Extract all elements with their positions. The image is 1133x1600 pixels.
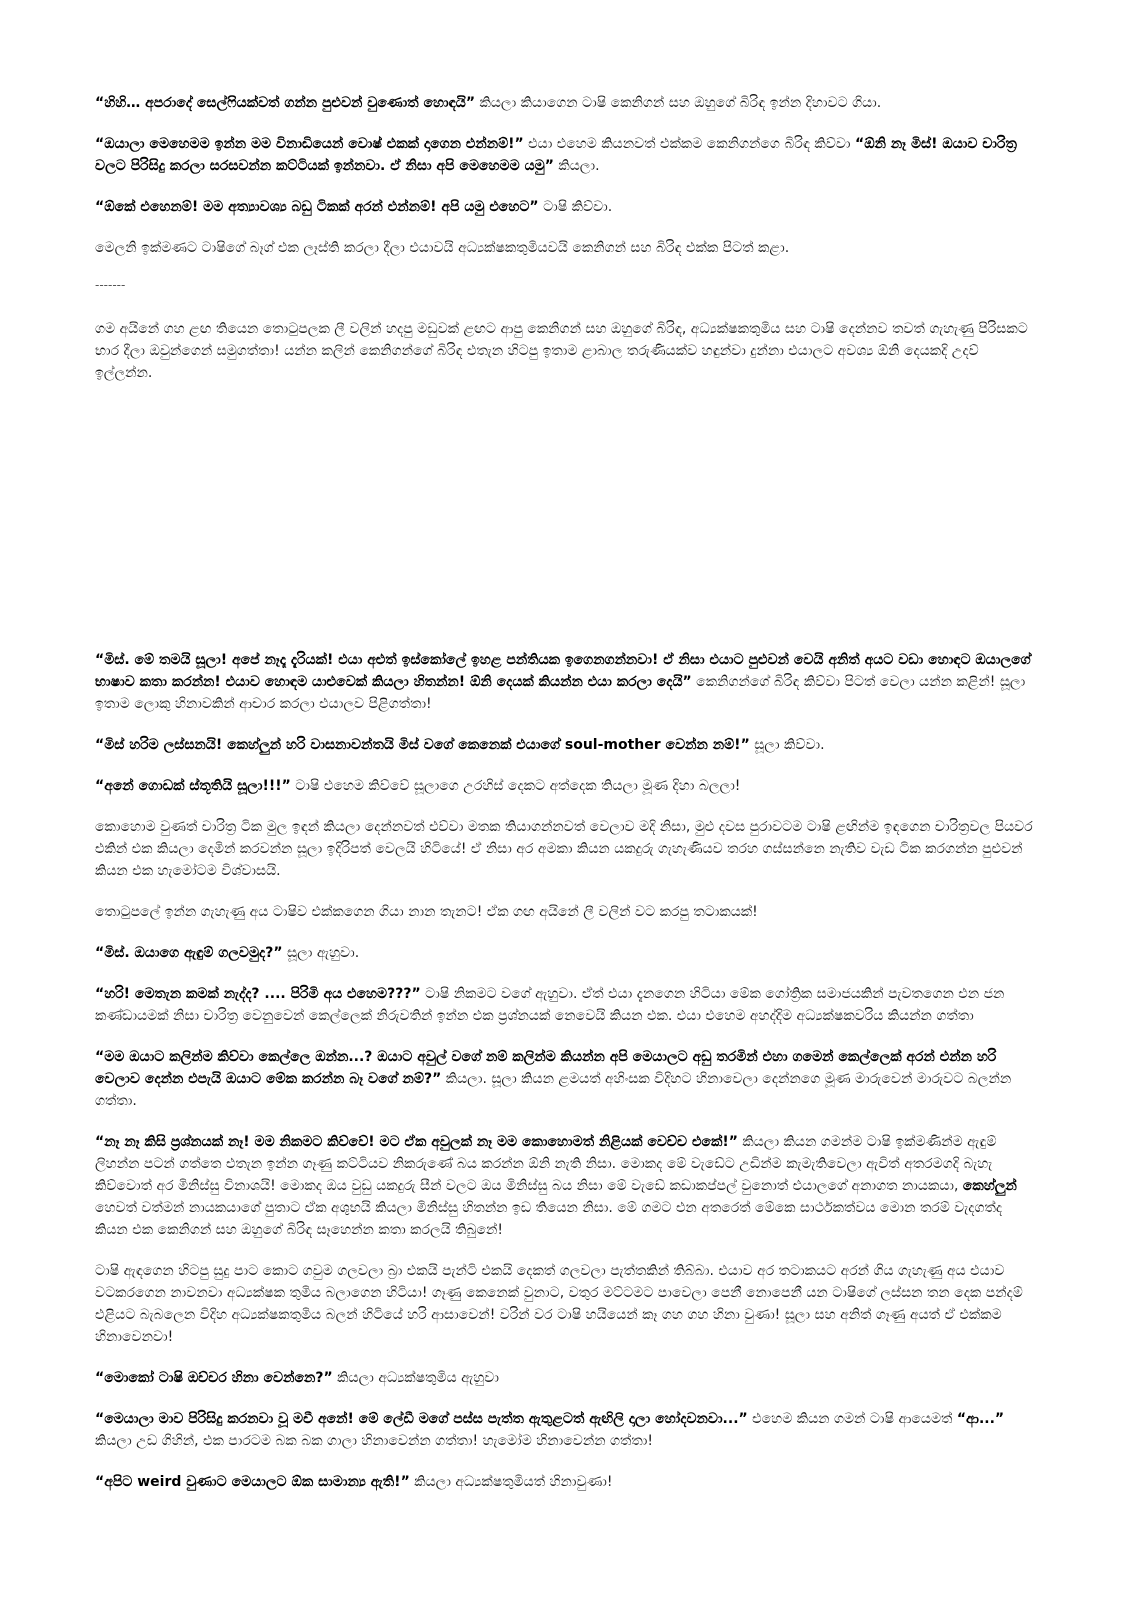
dialogue-text: “ඔයාලා මෙහෙමම ඉන්න මම විනාඩියෙන් වොෂ් එකක් දාගෙන එන්නම්!” xyxy=(95,136,524,152)
dialogue-text: කෙහ්ලුන් xyxy=(962,1178,1017,1194)
narration-text: එයා එහෙම කියනවත් එක්කම කෙනිගන්ගෙ බිරිඳ කිව්වා xyxy=(523,136,855,152)
text-block-top xyxy=(95,92,1038,259)
paragraph xyxy=(95,942,1038,964)
dialogue-text: “මෙයාලා මාව පිරිසිදු කරනවා වූ මචී අනේ! මේ ලේඩී මගේ පස්ස පැත්ත ඇතුළටත් ඇඟිලි දාලා හෝදවනවා...” xyxy=(95,1411,748,1427)
narration-text: කියලා කියාගෙන ටාෂි කෙනිගන් සහ ඔහුගේ බිරිඳ ඉන්න දිහාවට ගියා. xyxy=(475,95,882,111)
paragraph xyxy=(95,196,1038,218)
narration-text: ටාෂි එහෙම කිව්වේ සූලාගෙ උරහිස් දෙකට අත්දෙක තියලා මූණ දිහා බලලා! xyxy=(290,778,741,794)
narration-text: කොහොම වුණත් චාරිත්‍ර ටික මුල ඉඳන් කියලා දෙන්නවත් එව්වා මතක තියාගන්නවත් වෙලාව මදි නිසා, මුළු දවස පුරාවටම ටාෂි ළඟින්ම ඉඳගෙන චාරිත්‍රවල පියවර එකින් එක කියලා දෙමින් කරවන්න සූලා ඉදිරිපත් වෙලයි හිටියේ! ඒ නිසා අර අමකා කියන යකදුරු ගැහැණියව තරහ ගස්සන්නෙ නැතිව වැඩ ටික කරගන්න පුළුවන් කියන එක හැමෝටම විශ්වාසයි. xyxy=(95,819,1033,879)
paragraph xyxy=(95,816,1038,882)
narration-text: ටාෂි නිකමට වගේ ඇහුවා. ඒත් එයා දැනගෙන හිටියා මේක ගෝත්‍රික සමාජයකින් පැවතගෙන එන ජන කණ්ඩායමක් නිසා චාරිත්‍ර වෙනුවෙන් කෙල්ලෙක් නිරුවතින් ඉන්න එක ප්‍රශ්නයක් නෙවෙයි කියන එක. එයා එහෙම අහද්දිම අධ්‍යක්ෂකවරිය කියන්න ගත්තා xyxy=(95,986,1005,1024)
dialogue-text: “ඕකේ එහෙනම්! මම අත්‍යාවශ්‍ය බඩු ටිකක් අරන් එන්නම්! අපි යමු එහෙට” xyxy=(95,199,539,215)
dialogue-text: “අනේ ගොඩක් ස්තූතියි සූලා!!!” xyxy=(95,778,291,794)
section-divider: ------- xyxy=(95,278,126,292)
document-page xyxy=(95,92,1038,1512)
paragraph xyxy=(95,775,1038,797)
dialogue-text: “හිහි… අපරාදේ සෙල්ෆියක්වත් ගන්න පුළුවන් වුණොත් හොඳයි” xyxy=(95,95,476,111)
narration-text: හෙවත් වත්මන් නායකයාගේ පුතාට ඒක අශුභයි කියලා මිනිස්සු හිතන්න ඉඩ තියෙන නිසා. මේ ගමට එන අතරෙත් මේකෙ සාර්ථකත්වය මොන තරම් වැදගත්ද කියන එක කෙනිගන් සහ ඔහුගේ බිරිඳ සෑහෙන්න කතා කරලයි තිබුනේ! xyxy=(95,1200,1003,1238)
narration-text: කියලා කියන ගමන්ම ටාෂි ඉක්මණින්ම ඇඳුම් ලිහන්න පටන් ගත්තෙ එතැන ඉන්න ගෑණු කට්ටියව නිකරුණේ බය කරන්න ඕනි නැති නිසා. මොකද මේ වැඩේට උඩින්ම කැමැතිවෙලා ඇවිත් අතරමගදි බැහැ කිව්වොත් අර මිනිස්සු විනාශයි! මොකද ඔය වුඩු යකදුරු සීන් වලට ඔය මිනිස්සු බය නිසා මේ වැඩේ කඩාකප්පල් වුනොත් එයාලගේ අනාගත නායකයා, xyxy=(95,1134,997,1194)
dialogue-text: “ආ...” xyxy=(956,1411,1005,1427)
paragraph xyxy=(95,1471,1038,1493)
narration-text: මෙලනි ඉක්මණට ටාෂිගේ බෑග් එක ලෑස්ති කරලා දීලා එයාවයි අධ්‍යක්ෂකතුමියවයි කෙනිගන් සහ බිරිඳ එක්ක පිටත් කළා. xyxy=(95,240,790,256)
narration-text: කියලා. සූලා කියන ළමයත් අහිංසක විදිහට හිනාවෙලා දෙන්නගෙ මූණ මාරුවෙන් මාරුවට බලන්න ගත්තා. xyxy=(95,1071,1012,1109)
paragraph xyxy=(95,237,1038,259)
paragraph xyxy=(95,901,1038,923)
narration-text: කියලා අධ්‍යක්ෂතුමිය ඇහුවා xyxy=(332,1370,499,1386)
paragraph xyxy=(95,92,1038,114)
paragraph xyxy=(95,1260,1038,1348)
text-block-bottom xyxy=(95,649,1038,1493)
text-block-middle xyxy=(95,318,1038,384)
blank-space xyxy=(95,403,1038,649)
paragraph xyxy=(95,1408,1038,1452)
dialogue-text: “හරි! මෙතැන කමක් නැද්ද? .... පිරිමි අය එහෙම???” xyxy=(95,986,421,1002)
narration-text: කෙනිගන්ගේ බිරිඳ කිව්වා පිටත් වෙලා යන්න කළින්! සූලා ඉතාම ලොකු හිනාවකින් ආචාර කරලා එයාලව පිළිගත්තා! xyxy=(95,674,1026,712)
narration-text: කියලා. xyxy=(553,158,600,174)
dialogue-text: “මම ඔයාට කලින්ම කිව්වා කෙල්ලෙ ඔන්න...? ඔයාට අවුල් වගේ නම් කලින්ම කියන්න අපි මෙයාලට අඩු තරමින් එහා ගමෙන් කෙල්ලෙක් අරන් එන්න හරි වෙලාව දෙන්න එපැයි ඔයාට මේක කරන්න බෑ වගේ නම්?” xyxy=(95,1049,997,1087)
narration-text: එහෙම කියන ගමන් ටාෂි ආයෙමත් xyxy=(747,1411,957,1427)
paragraph xyxy=(95,649,1038,715)
dialogue-text: “නෑ නෑ කිසි ප්‍රශ්නයක් නෑ! මම නිකමට කිව්වේ! මට ඒක අවුලක් නෑ මම කොහොමත් නිළියක් වෙච්ච එකේ!” xyxy=(95,1134,738,1150)
narration-text: ටාෂි කිව්වා. xyxy=(538,199,613,215)
dialogue-text: “අපිට weird වුණාට මෙයාලට ඕක සාමාන්‍ය ඇති!” xyxy=(95,1474,410,1490)
dialogue-text: “ඕනි නෑ මිස්! ඔයාව චාරිත්‍ර වලට පිරිසිදු කරලා සරසවන්න කට්ටියක් ඉන්නවා. ඒ නිසා අපි මෙහෙමම යමු” xyxy=(95,136,1017,174)
paragraph xyxy=(95,1367,1038,1389)
dialogue-text: “මිස්. ඔයාගෙ ඇඳුම් ගලවමුද?” xyxy=(95,945,283,961)
narration-text: ගම අයිනේ ගහ ළඟ තියෙන තොටුපලක ලී වලින් හදපු මඩුවක් ළඟට ආපු කෙනිගන් සහ ඔහුගේ බිරිඳ, අධ්‍යක්ෂකතුමිය සහ ටාෂි දෙන්නව තවත් ගැහැණු පිරිසකට භාර දීලා ඔවුන්ගෙන් සමුගත්තා! යන්න කලින් කෙනිගන්ගේ බිරිඳ එතැන හිටපු ඉතාම ළාබාල තරුණියක්ව හඳුන්වා දුන්නා එයාලට අවශ්‍ය ඕනි දෙයකදි උදව් ඉල්ලන්න. xyxy=(95,321,1028,381)
paragraph xyxy=(95,983,1038,1027)
paragraph xyxy=(95,1046,1038,1112)
narration-text: කියලා උඩ ගිහින්, එක පාරටම බක බක ගාලා හිනාවෙන්න ගත්තා! හැමෝම හිනාවෙන්න ගත්තා! xyxy=(95,1433,653,1449)
paragraph xyxy=(95,133,1038,177)
dialogue-text: “මිස් හරිම ලස්සනයි! කෙහ්ලුන් හරි වාසනාවන්තයි මිස් වගේ කෙනෙක් එයාගේ soul-mother වෙන්න නම්!” xyxy=(95,737,750,753)
narration-text: කියලා අධ්‍යක්ෂතුමියත් හිනාවුණා! xyxy=(409,1474,613,1490)
narration-text: සූලා කිව්වා. xyxy=(749,737,825,753)
dialogue-text: “මොකෝ ටාෂි ඔච්චර හිනා වෙන්නෙ?” xyxy=(95,1370,333,1386)
dialogue-text: “මිස්. මේ තමයි සූලා! අපේ නෑදෑ දැරියක්! එයා අළුත් ඉස්කෝලේ ඉහළ පන්තියක ඉගෙනගන්නවා! ඒ නිසා එයාට පුළුවන් වෙයි අනිත් අයට වඩා හොඳට ඔයාලගේ භාෂාව කතා කරන්න! එයාව හොඳම යාළුවෙක් කියලා හිතන්න! ඕනි දෙයක් කියන්න එයා කරලා දෙයි” xyxy=(95,652,1031,690)
narration-text: ටාෂි ඇඳගෙන හිටපු සුදු පාට කොට ගවුම ගලවලා බ්‍රා එකයි පැන්ටි එකයි දෙකත් ගලවලා පැත්තකින් තිබ්බා. එයාව අර තටාකයට අරන් ගිය ගැහැණු අය එයාව වටකරගෙන නාවනවා අධ්‍යක්ෂක තුමිය බලාගෙන හිටියා! ගෑණු කෙනෙක් වුනාට, වතුර මට්ටමට පාවෙලා පෙනී නොපෙනී යන ටාෂිගේ ලස්සන තන දෙක පන්දම් එළියට බැබලෙන විදිහ අධ්‍යක්ෂකතුමිය බලන් හිටියේ හරි ආසාවෙන්! වරින් වර ටාෂි හයියෙන් කෑ ගහ ගහ හිනා වුණා! සූලා සහ අනිත් ගෑණු අයත් ඒ එක්කම හිනාවෙනවා! xyxy=(95,1263,1023,1345)
paragraph xyxy=(95,734,1038,756)
narration-text: තොටුපලේ ඉන්න ගැහැණු අය ටාෂිව එක්කගෙන ගියා නාන තැනට! ඒක ගඟ අයිනේ ලී වලින් වට කරපු තටාකයක්! xyxy=(95,904,758,920)
paragraph xyxy=(95,318,1038,384)
narration-text: සූලා ඇහුවා. xyxy=(282,945,360,961)
paragraph xyxy=(95,1131,1038,1241)
